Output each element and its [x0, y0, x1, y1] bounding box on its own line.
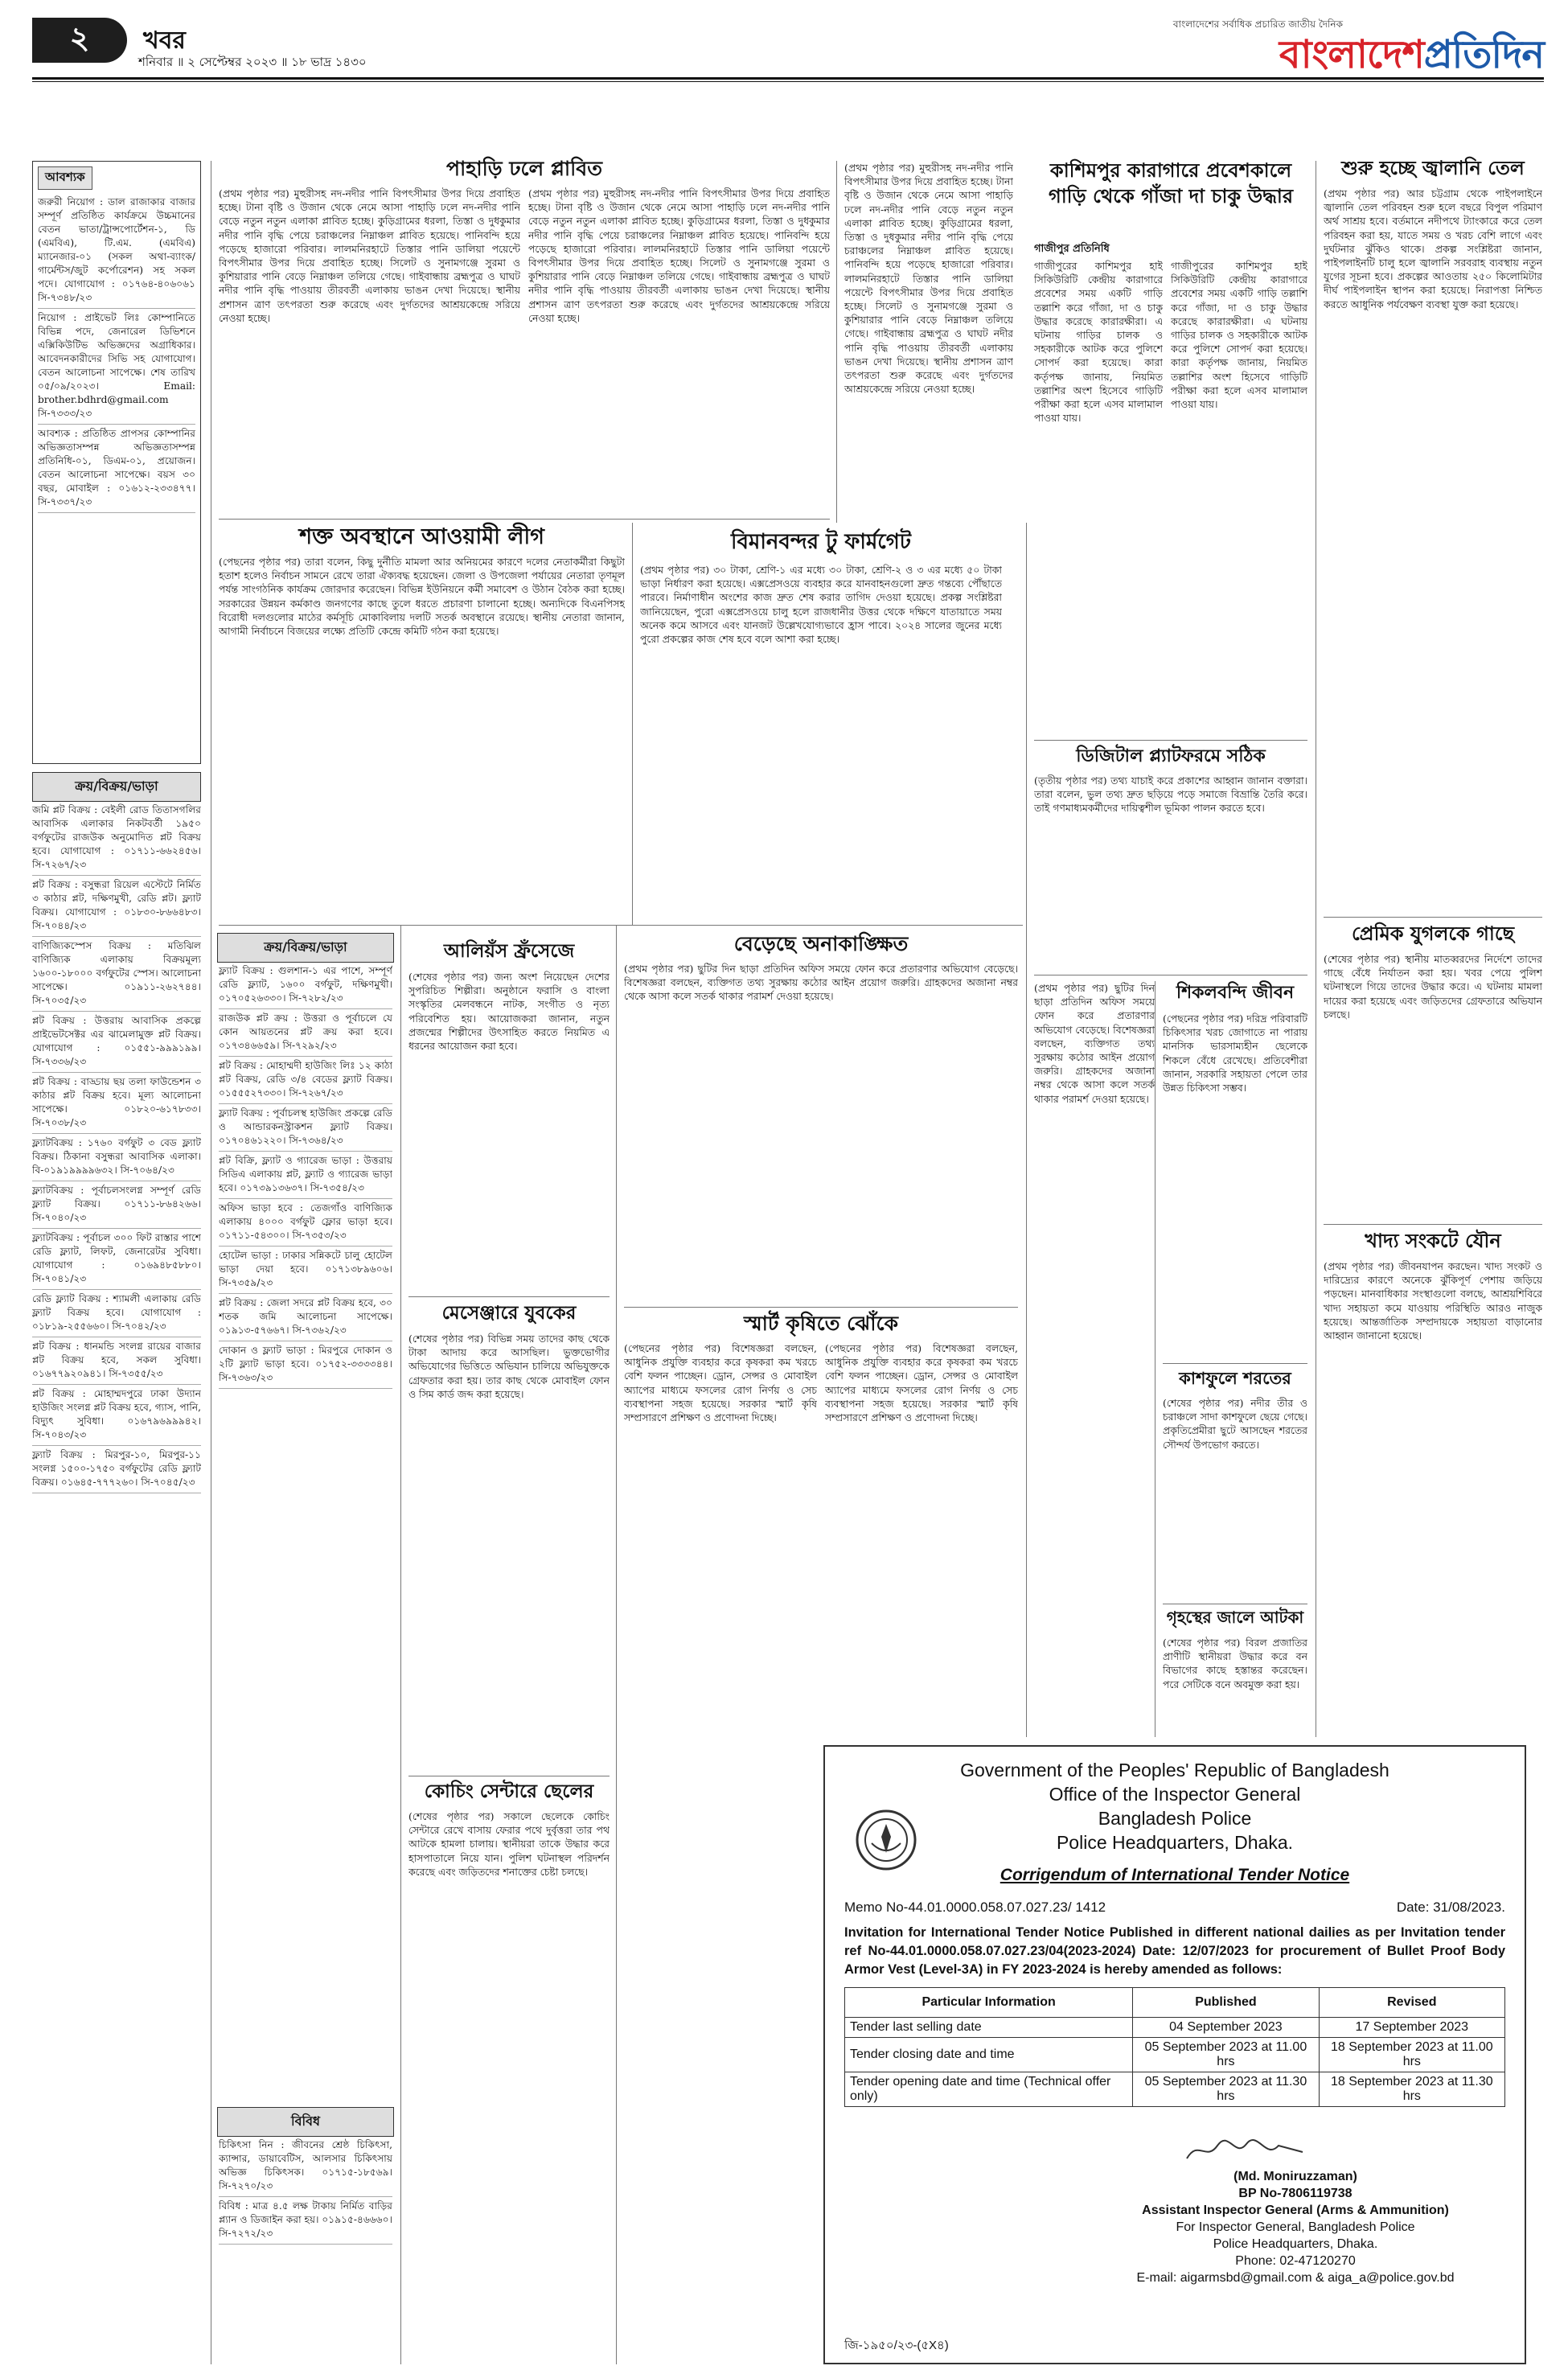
headline-food-crisis: খাদ্য সংকটে যৌন: [1365, 1230, 1501, 1252]
section-divider: [1034, 740, 1307, 741]
tender-col-header: Particular Information: [845, 1988, 1133, 2018]
column-divider: [836, 161, 837, 523]
article-body-smart-agriculture-cont: (পেছনের পৃষ্ঠার পর) বিশেষজ্ঞরা বলছেন, আধুনিক প্রযুক্তি ব্যবহার করে কৃষকরা কম খরচে বেশি ফলন পাচ্ছেন। ড্রোন, সেন্সর ও মোবাইল অ্যাপের মাধ্যমে ফসলের রোগ নির্ণয় ও সেচ ব্যবস্থাপনা সহজ হয়েছে। সরকার স্মার্ট কৃষি সম্প্রসারণে প্রশিক্ষণ ও প্রণোদনা দিচ্ছে।: [825, 1342, 1018, 1424]
page-number: ২: [32, 18, 127, 63]
signatory-email: E-mail: aigarmsbd@gmail.com & aiga_a@police.gov.bd: [1136, 2271, 1455, 2285]
signatory-name: (Md. Moniruzzaman): [1233, 2170, 1357, 2183]
article-body-flood: (প্রথম পৃষ্ঠার পর) মুহুরীসহ নদ-নদীর পানি বিপৎসীমার উপর দিয়ে প্রবাহিত হচ্ছে। টানা বৃষ্টি ও উজান থেকে নেমে আসা পাহাড়ি ঢলে নদ-নদীর পানি বেড়ে নতুন নতুন এলাকা প্লাবিত হচ্ছে। কুড়িগ্রামের ধরলা, তিস্তা ও দুধকুমার নদীর পানি বৃদ্ধি পেয়ে চরাঞ্চলের নিম্নাঞ্চল প্লাবিত হয়েছে। পানিবন্দি হয়ে পড়েছে হাজারো পরিবার। লালমনিরহাটে তিস্তার পানি ডালিয়া পয়েন্টে বিপৎসীমার উপর দিয়ে প্রবাহিত হচ্ছে। সিলেট ও সুনামগঞ্জে সুরমা ও কুশিয়ারার পানি বেড়ে নিম্নাঞ্চল তলিয়ে গেছে। গাইবান্ধায় ব্রহ্মপুত্র ও ঘাঘট নদীর পানি বৃদ্ধি পাওয়ায় তীরবর্তী এলাকায় ভাঙন দেখা দিয়েছে। স্থানীয় প্রশাসন ত্রাণ তৎপরতা শুরু করেছে এবং দুর্গতদের আশ্রয়কেন্দ্রে সরিয়ে নেওয়া হচ্ছে।: [219, 187, 520, 324]
masthead: [1077, 18, 1544, 76]
section-divider: [1163, 1363, 1307, 1364]
classified-entry: প্লট বিক্রয় : মোহাম্মদী হাউজিং লিঃ ১২ কাঠা প্লট বিক্রয়, রেডি ৩/৪ বেডের ফ্ল্যাট বিক্রয়। ০১৫৫৫২৭৩৩০। সি-৭২৬৭/২৩: [219, 1057, 392, 1104]
table-cell: 04 September 2023: [1133, 2018, 1319, 2038]
section-divider: [219, 925, 1023, 926]
classified-entry: বিবিধ : মাত্র ৪.৫ লক্ষ টাকায় নির্মিত বাড়ির প্ল্যান ও ডিজাইন করা হয়। ০১৯১৫-৪৬৬৬০। সি-৭২৭২/২৩: [219, 2197, 392, 2245]
classified-entry: অফিস ভাড়া হবে : তেজগাঁও বাণিজ্যিক এলাকায় ৪০০০ বর্গফুট ফ্লোর ভাড়া হবে। ০১৭১১-৫৪৩০০। সি-৭৩৫৩/২৩: [219, 1199, 392, 1247]
classified-entry: ফ্ল্যাট বিক্রয় : মিরপুর-১০, মিরপুর-১১ সংলগ্ন ১৫০০-১৭৫০ বর্গফুটের রেডি ফ্ল্যাট বিক্রয়। ০১৬৪৫-৭৭৭২৬০। সি-৭০৪৫/২৩: [32, 1446, 201, 1493]
section-divider: [408, 1296, 610, 1297]
table-row: [845, 2018, 1505, 2038]
table-cell: Tender closing date and time: [845, 2038, 1133, 2072]
tender-date: Date: 31/08/2023.: [1396, 1900, 1505, 1915]
tender-memo-row: [844, 1900, 1505, 1916]
classified-entry: প্লট বিক্রয় : জেলা সদরে প্লট বিক্রয় হবে, ৩০ শতক জমি আলোচনা সাপেক্ষে। ০১৯১৩-৫৭৬৬৭। সি-৭৩৬২/২৩: [219, 1294, 392, 1341]
classified-entries-wanted: [38, 193, 195, 756]
section-divider: [219, 519, 830, 520]
byline-gazipur: গাজীপুর প্রতিনিধি: [1034, 243, 1110, 255]
signatory-title: Assistant Inspector General (Arms & Ammunition): [1142, 2204, 1449, 2217]
table-row: [845, 2072, 1505, 2107]
classified-heading-buy-sell: ক্রয়/বিক্রয়/ভাড়া: [32, 772, 201, 802]
table-row: [845, 2038, 1505, 2072]
header-rule-thin: [32, 81, 1544, 82]
headline-fuel-oil: শুরু হচ্ছে জ্বালানি তেল: [1341, 157, 1525, 179]
tender-ref-code: জি-১৯৫০/২৩-(৫X৪): [844, 2339, 949, 2352]
article-body-fuel-oil: (প্রথম পৃষ্ঠার পর) আর চট্টগ্রাম থেকে পাইপলাইনে জ্বালানি তেল পরিবহন শুরু হলে বছরে বিপুল পরিমাণ অর্থ সাশ্রয় হবে। বর্তমানে নদীপথে ট্যাংকারে করে তেল পরিবহন করা হয়, যাতে সময় ও খরচ বেশি লাগে এবং দুর্ঘটনার ঝুঁকিও থাকে। প্রকল্প সংশ্লিষ্টরা জানান, পাইপলাইনটি চালু হলে জ্বালানি সরবরাহ ব্যবস্থায় নতুন যুগের সূচনা হবে। প্রকল্পের আওতায় ২৫০ কিলোমিটার দীর্ঘ পাইপলাইন স্থাপন করা হয়েছে। নিরাপত্তা নিশ্চিত করতে আধুনিক পর্যবেক্ষণ ব্যবস্থা যুক্ত করা হয়েছে।: [1324, 187, 1542, 310]
tender-memo: Memo No-44.01.0000.058.07.027.23/ 1412: [844, 1900, 1106, 1915]
table-cell: 18 September 2023 at 11.30 hrs: [1319, 2072, 1504, 2107]
classified-entry: নিয়োগ : প্রাইভেট লিঃ কোম্পানিতে বিভিন্ন পদে, জেনারেল ডিভিশনে এক্সিকিউটিভ অভিজ্ঞদের অগ্রাধিকার। আবেদনকারীদের সিভি সহ যোগাযোগ। বেতন আলোচনা সাপেক্ষে। শেষ তারিখ ০৫/০৯/২০২৩। Email: brother.bdhrd@gmail.com সি-৭৩৩৩/২৩: [38, 309, 195, 425]
headline-lovers-tree: প্রেমিক যুগলকে গাছে: [1351, 922, 1515, 945]
tender-police-line: Bangladesh Police: [1098, 1808, 1252, 1829]
table-cell: Tender opening date and time (Technical offer only): [845, 2072, 1133, 2107]
headline-unwanted-calls: বেড়েছে অনাকাঙ্ক্ষিত: [733, 932, 909, 955]
classified-box-wanted: [32, 161, 201, 764]
table-cell: Tender last selling date: [845, 2018, 1133, 2038]
article-body-smart-agriculture: (পেছনের পৃষ্ঠার পর) বিশেষজ্ঞরা বলছেন, আধুনিক প্রযুক্তি ব্যবহার করে কৃষকরা কম খরচে বেশি ফলন পাচ্ছেন। ড্রোন, সেন্সর ও মোবাইল অ্যাপের মাধ্যমে ফসলের রোগ নির্ণয় ও সেচ ব্যবস্থাপনা সহজ হয়েছে। সরকার স্মার্ট কৃষি সম্প্রসারণে প্রশিক্ষণ ও প্রণোদনা দিচ্ছে।: [624, 1342, 817, 1424]
signatory-office: Police Headquarters, Dhaka.: [1213, 2237, 1378, 2251]
headline-householder-net: গৃহস্থের জালে আটকা: [1166, 1608, 1304, 1627]
police-emblem-icon: [854, 1808, 918, 1872]
article-body-digital-platform: (তৃতীয় পৃষ্ঠার পর) তথ্য যাচাই করে প্রকাশের আহ্বান জানান বক্তারা। তারা বলেন, ভুল তথ্য দ্রুত ছড়িয়ে পড়ে সমাজে বিভ্রান্তি তৈরি করে। তাই গণমাধ্যমকর্মীদের দায়িত্বশীল ভূমিকা পালন করতে হবে।: [1034, 774, 1307, 815]
classified-entry: রাজউক প্লট ক্রয় : উত্তরা ও পূর্বাচলে যে কোন আয়তনের প্লট ক্রয় করা হবে। ০১৭৩৪৬৬৫৯। সি-৭২৯২/২৩: [219, 1009, 392, 1057]
table-cell: 05 September 2023 at 11.00 hrs: [1133, 2038, 1319, 2072]
classified-entry: ফ্ল্যাটবিক্রয় : পূর্বাচল ৩০০ ফিট রাস্তার পাশে রেডি ফ্ল্যাট, লিফট, জেনারেটর সুবিধা। যোগাযোগ : ০১৬৯৪৮৫৮৮০। সি-৭০৪১/২৩: [32, 1229, 201, 1290]
classified-entry: ফ্ল্যাট বিক্রয় : পূর্বাচলস্থ হাউজিং প্রকল্পে রেডি ও আন্ডারকনস্ট্রাকশন ফ্ল্যাট বিক্রয়। ০১৭০৪৬১২২০। সি-৭৩৬৪/২৩: [219, 1104, 392, 1152]
classified-entries-misc: [219, 2136, 392, 2361]
article-body-kashful: (শেষের পৃষ্ঠার পর) নদীর তীর ও চরাঞ্চলে সাদা কাশফুলে ছেয়ে গেছে। প্রকৃতিপ্রেমীরা ছুটে আসছেন শরতের সৌন্দর্য উপভোগ করতে।: [1163, 1397, 1307, 1451]
classified-entry: প্লট বিক্রয় : বাড্ডায় ছয় তলা ফাউন্ডেশন ৩ কাঠার প্লট বিক্রয় হবে। মূল্য আলোচনা সাপেক্ষে। ০১৮২০-৬১৭৮৩৩। সি-৭০৩৮/২৩: [32, 1073, 201, 1134]
tender-table: [844, 1987, 1505, 2107]
tender-invitation: Invitation for International Tender Notice Published in different national dailies as per Invitation tender ref No-44.01.0000.058.07.027.23/04(2023-2024) Date: 12/07/2023 for procurement of Bullet Proof Body Armor Vest (Level-3A) in FY 2023-2024 is hereby amended as follows:: [844, 1925, 1505, 1977]
classified-entry: প্লট বিক্রয় : মোহাম্মদপুরে ঢাকা উদ্যান হাউজিং সংলগ্ন প্লট বিক্রয় হবে, গ্যাস, পানি, বিদ্যুৎ সুবিধা। ০১৬৭৯৬৯৯৯৪২। সি-৭০৪৩/২৩: [32, 1385, 201, 1446]
signatory-for: For Inspector General, Bangladesh Police: [1176, 2220, 1415, 2234]
article-body-flood-cont: (প্রথম পৃষ্ঠার পর) মুহুরীসহ নদ-নদীর পানি বিপৎসীমার উপর দিয়ে প্রবাহিত হচ্ছে। টানা বৃষ্টি ও উজান থেকে নেমে আসা পাহাড়ি ঢলে নদ-নদীর পানি বেড়ে নতুন নতুন এলাকা প্লাবিত হচ্ছে। কুড়িগ্রামের ধরলা, তিস্তা ও দুধকুমার নদীর পানি বৃদ্ধি পেয়ে চরাঞ্চলের নিম্নাঞ্চল প্লাবিত হয়েছে। পানিবন্দি হয়ে পড়েছে হাজারো পরিবার। লালমনিরহাটে তিস্তার পানি ডালিয়া পয়েন্টে বিপৎসীমার উপর দিয়ে প্রবাহিত হচ্ছে। সিলেট ও সুনামগঞ্জে সুরমা ও কুশিয়ারার পানি বেড়ে নিম্নাঞ্চল তলিয়ে গেছে। গাইবান্ধায় ব্রহ্মপুত্র ও ঘাঘট নদীর পানি বৃদ্ধি পাওয়ায় তীরবর্তী এলাকায় ভাঙন দেখা দিয়েছে। স্থানীয় প্রশাসন ত্রাণ তৎপরতা শুরু করেছে এবং দুর্গতদের আশ্রয়কেন্দ্রে সরিয়ে নেওয়া হচ্ছে।: [528, 187, 830, 324]
table-cell: 05 September 2023 at 11.30 hrs: [1133, 2072, 1319, 2107]
classified-entries-buy-sell: [32, 801, 201, 2361]
section-name: খবর: [143, 27, 186, 55]
classified-entry: চিকিৎসা নিন : জীবনের শ্রেষ্ঠ চিকিৎসা, ক্যান্সার, ডায়াবেটিস, আলসার চিকিৎসায় অভিজ্ঞ চিকিৎসক। ০১৭১৫-১৮৫৬৯। সি-৭২৭০/২৩: [219, 2136, 392, 2197]
classified-entry: আবশ্যক : প্রতিষ্ঠিত প্রাপসর কোম্পানির অভিজ্ঞতাসম্পন্ন অভিজ্ঞতাসম্পন্ন প্রতিনিধি-০১, ডিএম-০১, প্রয়োজন। বেতন আলোচনা সাপেক্ষে। বয়স ৩০ বছর, মোবাইল : ০১৬১২-২৩৩৪৭৭। সি-৭৩৩৭/২৩: [38, 425, 195, 513]
headline-alliance-francaise: আলিয়ঁস ফ্রঁসেজে: [443, 941, 575, 962]
article-body-kashimpur: গাজীপুরের কাশিমপুর হাই সিকিউরিটি কেন্দ্রীয় কারাগারে প্রবেশের সময় একটি গাড়ি তল্লাশি করে গাঁজা, দা ও চাকু উদ্ধার করেছে কারারক্ষীরা। এ ঘটনায় গাড়ির চালক ও সহকারীকে আটক করে পুলিশে সোপর্দ করা হয়েছে। কারা কর্তৃপক্ষ জানায়, নিয়মিত তল্লাশির অংশ হিসেবে গাড়িটি পরীক্ষা করা হলে এসব মালামাল পাওয়া যায়।: [1034, 260, 1163, 425]
classified-entry: জমি প্লট বিক্রয় : বেইলী রোড তিতাসগলির আবাসিক এলাকার নিকটবর্তী ১৯৫০ বর্গফুটের রাজউক অনুমোদিত প্লট বিক্রয় হবে। যোগাযোগ : ০১৭১১-৬৬২৪৫৬। সি-৭২৬৭/২৩: [32, 801, 201, 876]
classified-heading-misc: বিবিধ: [217, 2107, 394, 2137]
tender-hq-line: Police Headquarters, Dhaka.: [1056, 1832, 1294, 1853]
headline-digital-platform: ডিজিটাল প্ল্যাটফরমে সঠিক: [1076, 746, 1266, 766]
classified-entry: প্লট বিক্রয় : বসুন্ধরা রিয়েল এস্টেটে নির্মিত ৩ কাঠার প্লট, দক্ষিণমুখী, রেডি প্লট। ফ্ল্যাট বিক্রয়। যোগাযোগ : ০১৮৩০-৮৬৬৪৮৩। সি-৭০৪৪/২৩: [32, 876, 201, 937]
masthead-tagline: বাংলাদেশের সর্বাধিক প্রচারিত জাতীয় দৈনিক: [1172, 18, 1343, 30]
article-body-airport-farmgate: (প্রথম পৃষ্ঠার পর) ৩০ টাকা, শ্রেণি-১ এর মধ্যে ৩০ টাকা, শ্রেণি-২ ও ৩ এর মধ্যে ৫০ টাকা ভাড়া নির্ধারণ করা হয়েছে। এক্সপ্রেসওয়ে ব্যবহার করে যানবাহনগুলো দ্রুত গন্তব্যে পৌঁছাতে পারবে। নির্মাণাধীন অংশের কাজ দ্রুত শেষ করার তাগিদ দেওয়া হয়েছে। প্রকল্প সংশ্লিষ্টরা জানিয়েছেন, পুরো এক্সপ্রেসওয়ে চালু হলে রাজধানীর উত্তর থেকে দক্ষিণে যাতায়াতে সময় অনেক কমে আসবে এবং যানজট উল্লেখযোগ্যভাবে হ্রাস পাবে। ২০২৪ সালের জুনের মধ্যে পুরো প্রকল্পের কাজ শেষ হবে বলে আশা করা হচ্ছে।: [640, 564, 1002, 646]
article-body-messenger: (শেষের পৃষ্ঠার পর) বিভিন্ন সময় তাদের কাছ থেকে টাকা আদায় করে আসছিল। ভুক্তভোগীর অভিযোগের ভিত্তিতে অভিযান চালিয়ে অভিযুক্তকে গ্রেফতার করা হয়। তার কাছ থেকে মোবাইল ফোন ও সিম কার্ড জব্দ করা হয়েছে।: [408, 1333, 610, 1400]
classified-entry: বাণিজ্যিকস্পেস বিক্রয় : মতিঝিল বাণিজ্যিক এলাকায় বিক্রয়মূল্য ১৬০০-১৮০০০ বর্গফুটের স্পেস। আলোচনা সাপেক্ষে। ০১৯১১-২৬২৭৪৪। সি-৭০৩৫/২৩: [32, 937, 201, 1012]
tender-gov-line: Government of the Peoples' Republic of Bangladesh: [960, 1760, 1389, 1780]
column-divider: [616, 925, 617, 2364]
article-body-lovers-tree: (শেষের পৃষ্ঠার পর) স্থানীয় মাতব্বরদের নির্দেশে তাদের গাছে বেঁধে নির্যাতন করা হয়। খবর পেয়ে পুলিশ ঘটনাস্থলে গিয়ে তাদের উদ্ধার করে। এ ঘটনায় মামলা দায়ের করা হয়েছে এবং জড়িতদের গ্রেফতারে অভিযান চলছে।: [1324, 953, 1542, 1021]
classified-entry: দোকান ও ফ্ল্যাট ভাড়া : মিরপুরে দোকান ও ২টি ফ্ল্যাট ভাড়া হবে। ০১৭৫২-৩৩৩৩৪৪। সি-৭৩৬৩/২৩: [219, 1341, 392, 1389]
classified-entry: প্লট বিক্রয় : ধানমন্ডি সংলগ্ন রায়ের বাজার প্লট বিক্রয় হবে, সকল সুবিধা। ০১৬৭৭৯২০৯৪১। সি-৭৩৫৫/২৩: [32, 1337, 201, 1385]
article-body-food-crisis: (প্রথম পৃষ্ঠার পর) জীবনযাপন করছেন। খাদ্য সংকট ও দারিদ্র্যের কারণে অনেকে ঝুঁকিপূর্ণ পেশায় জড়িয়ে পড়ছেন। মানবাধিকার সংস্থাগুলো বলছে, আশ্রয়শিবিরে খাদ্য সহায়তা কমে যাওয়ায় পরিস্থিতি আরও নাজুক হয়েছে। আন্তর্জাতিক সম্প্রদায়কে সহায়তা বাড়ানোর আহ্বান জানানো হয়েছে।: [1324, 1260, 1542, 1342]
logo-part-2: প্রতিদিন: [1423, 32, 1544, 77]
section-divider: [1324, 1224, 1542, 1225]
section-divider: [624, 1307, 1018, 1308]
signatory-phone: Phone: 02-47120270: [1235, 2254, 1356, 2268]
dateline: শনিবার ॥ ২ সেপ্টেম্বর ২০২৩ ॥ ১৮ ভাদ্র ১৪৩০: [138, 55, 367, 69]
logo-part-1: বাংলাদেশ: [1279, 32, 1424, 77]
article-body-alliance-francaise: (শেষের পৃষ্ঠার পর) জন্য অংশ নিয়েছেন দেশের সুপরিচিত শিল্পীরা। অনুষ্ঠানে ফরাসি ও বাংলা সংস্কৃতির মেলবন্ধনে নাটক, সংগীত ও নৃত্য পরিবেশিত হয়। আয়োজকরা জানান, নতুন প্রজন্মের শিল্পীদের উৎসাহিত করতে নিয়মিত এ ধরনের আয়োজন করা হবে।: [408, 971, 610, 1053]
headline-kashimpur-prison: কাশিমপুর কারাগারে প্রবেশকালে গাড়ি থেকে গাঁজা দা চাকু উদ্ধার: [1048, 159, 1294, 207]
article-body-unwanted-calls: (প্রথম পৃষ্ঠার পর) ছুটির দিন ছাড়া প্রতিদিন অফিস সময়ে ফোন করে প্রতারণার অভিযোগ বেড়েছে। বিশেষজ্ঞরা বলছেন, ব্যক্তিগত তথ্য সুরক্ষায় কঠোর আইন প্রয়োগ জরুরি। গ্রাহকদের অজানা নম্বর থেকে আসা কলে সতর্ক থাকার পরামর্শ দেওয়া হয়েছে।: [624, 963, 1018, 1003]
column-divider: [632, 523, 633, 925]
signatory-bp: BP No-7806119738: [1238, 2187, 1353, 2200]
classified-entry: প্লট বিক্রয় : উত্তরায় আবাসিক প্রকল্পে প্রাইভেটসেক্টর এর ঝামেলামুক্ত প্লট বিক্রয়। যোগাযোগ : ০১৫৫১-৯৯৯১৯৯। সি-৭৩৩৬/২৩: [32, 1012, 201, 1073]
article-body-coaching-center: (শেষের পৃষ্ঠার পর) সকালে ছেলেকে কোচিং সেন্টারে রেখে বাসায় ফেরার পথে দুর্বৃত্তরা তার পথ আটকে হামলা চালায়। স্থানীয়রা তাকে উদ্ধার করে হাসপাতালে নিয়ে যান। পুলিশ ঘটনাস্থল পরিদর্শন করেছে এবং জড়িতদের শনাক্তের চেষ্টা চলছে।: [408, 1810, 610, 1878]
classified-entry: রেডি ফ্ল্যাট বিক্রয় : শ্যামলী এলাকায় রেডি ফ্ল্যাট বিক্রয় হবে। যোগাযোগ : ০১৮১৯-২৫৫৬৬০। সি-৭০৪২/২৩: [32, 1290, 201, 1337]
classified-entry: ফ্ল্যাটবিক্রয় : পূর্বাচলসংলগ্ন সম্পূর্ণ রেডি ফ্ল্যাট বিক্রয়। ০১৭১১-৮৬৪২৬৬। সি-৭০৪০/২৩: [32, 1181, 201, 1229]
article-body-awami-league: (পেছনের পৃষ্ঠার পর) তারা বলেন, কিছু দুর্নীতি মামলা আর অনিয়মের কারণে দলের নেতাকর্মীরা কিছুটা হতাশ হলেও নির্বাচন সামনে রেখে তারা ঐক্যবদ্ধ হয়েছেন। জেলা ও উপজেলা পর্যায়ের নেতারা তৃণমূল পর্যন্ত সাংগঠনিক কার্যক্রম জোরদার করেছেন। বিভিন্ন ইউনিয়নে কর্মী সমাবেশ ও উঠান বৈঠক করা হচ্ছে। সরকারের উন্নয়ন কর্মকাণ্ড জনগণের কাছে তুলে ধরতে প্রচারণা চালানো হচ্ছে। অন্যদিকে বিএনপিসহ বিরোধী দলগুলোর মাঠের কর্মসূচি মোকাবিলায় দলটি সতর্ক অবস্থানে রয়েছে। স্থানীয় নেতারা জানান, আগামী নির্বাচনে বিজয়ের লক্ষ্যে প্রতিটি কেন্দ্রে কমিটি গঠন করা হয়েছে।: [219, 556, 625, 638]
table-cell: 17 September 2023: [1319, 2018, 1504, 2038]
classified-entry: জরুরী নিয়োগ : ডাল রাজাকার বাজার সম্পূর্ণ প্রতিষ্ঠিত কার্যক্রমে উচ্চমানের বেতন ভাতা/ট্রান্সপোর্টেশন-১, ডি (এমবিএ), টি.এম. (এমবিএ) ম্যানেজার-০১ (সকল অথা-ব্যাংক/গার্মেন্টস/জুট কর্পোরেশন) সহ সকল পদে। যোগাযোগ : ০১৭৬৪-৪০৬০৬১ সি-৭৩৪৮/২৩: [38, 193, 195, 309]
article-body-chained-life: (পেছনের পৃষ্ঠার পর) দরিদ্র পরিবারটি চিকিৎসার খরচ জোগাতে না পারায় মানসিক ভারসাম্যহীন ছেলেকে শিকলে বেঁধে রেখেছে। প্রতিবেশীরা জানান, সরকারি সহায়তা পেলে তার উন্নত চিকিৎসা সম্ভব।: [1163, 1012, 1307, 1095]
tender-col-header: Revised: [1319, 1988, 1504, 2018]
classified-entry: ফ্ল্যাটবিক্রয় : ১৭৬০ বর্গফুট ৩ বেড ফ্ল্যাট বিক্রয়। ঠিকানা বসুন্ধরা আবাসিক এলাকা। বি-০১৯১৯৯৯৯৬৩২। সি-৭০৬৪/২৩: [32, 1134, 201, 1181]
classified-entry: হোটেল ভাড়া : ঢাকার সন্নিকটে চালু হোটেল ভাড়া দেয়া হবে। ০১৭১৩৮৯৬০৬। সি-৭৩৫৯/২৩: [219, 1247, 392, 1294]
headline-messenger: মেসেঞ্জারে যুবকের: [441, 1303, 577, 1324]
article-body-kashimpur-cont: গাজীপুরের কাশিমপুর হাই সিকিউরিটি কেন্দ্রীয় কারাগারে প্রবেশের সময় একটি গাড়ি তল্লাশি করে গাঁজা, দা ও চাকু উদ্ধার করেছে কারারক্ষীরা। এ ঘটনায় গাড়ির চালক ও সহকারীকে আটক করে পুলিশে সোপর্দ করা হয়েছে। কারা কর্তৃপক্ষ জানায়, নিয়মিত তল্লাশির অংশ হিসেবে গাড়িটি পরীক্ষা করা হলে এসব মালামাল পাওয়া যায়।: [1171, 260, 1307, 411]
classified-entry: প্লট বিক্রি, ফ্ল্যাট ও গ্যারেজ ভাড়া : উত্তরায় সিডিএ এলাকায় প্লট, ফ্ল্যাট ও গ্যারেজ ভাড়া হবে। ০১৭৩৯১৩৬৩৭। সি-৭৩৫৪/২৩: [219, 1152, 392, 1199]
tender-signature-block: [1086, 2168, 1505, 2286]
headline-awami-league: শক্ত অবস্থানে আওয়ামী লীগ: [299, 524, 544, 549]
headline-chained-life: শিকলবন্দি জীবন: [1176, 983, 1295, 1003]
masthead-logo: [1077, 34, 1544, 76]
article-body-flood-right: (প্রথম পৃষ্ঠার পর) মুহুরীসহ নদ-নদীর পানি বিপৎসীমার উপর দিয়ে প্রবাহিত হচ্ছে। টানা বৃষ্টি ও উজান থেকে নেমে আসা পাহাড়ি ঢলে নদ-নদীর পানি বেড়ে নতুন নতুন এলাকা প্লাবিত হচ্ছে। কুড়িগ্রামের ধরলা, তিস্তা ও দুধকুমার নদীর পানি বৃদ্ধি পেয়ে চরাঞ্চলের নিম্নাঞ্চল প্লাবিত হয়েছে। পানিবন্দি হয়ে পড়েছে হাজারো পরিবার। লালমনিরহাটে তিস্তার পানি ডালিয়া পয়েন্টে বিপৎসীমার উপর দিয়ে প্রবাহিত হচ্ছে। সিলেট ও সুনামগঞ্জে সুরমা ও কুশিয়ারার পানি বেড়ে নিম্নাঞ্চল তলিয়ে গেছে। গাইবান্ধায় ব্রহ্মপুত্র ও ঘাঘট নদীর পানি বৃদ্ধি পাওয়ায় তীরবর্তী এলাকায় ভাঙন দেখা দিয়েছে। স্থানীয় প্রশাসন ত্রাণ তৎপরতা শুরু করেছে এবং দুর্গতদের আশ্রয়কেন্দ্রে সরিয়ে নেওয়া হচ্ছে।: [844, 162, 1013, 396]
headline-smart-agriculture: স্মার্ট কৃষিতে ঝোঁকে: [743, 1312, 899, 1335]
column-divider: [1026, 523, 1027, 1737]
headline-airport-farmgate: বিমানবন্দর টু ফার্মগেট: [731, 530, 911, 554]
table-cell: 18 September 2023 at 11.00 hrs: [1319, 2038, 1504, 2072]
article-body-unwanted-right: (প্রথম পৃষ্ঠার পর) ছুটির দিন ছাড়া প্রতিদিন অফিস সময়ে ফোন করে প্রতারণার অভিযোগ বেড়েছে। বিশেষজ্ঞরা বলছেন, ব্যক্তিগত তথ্য সুরক্ষায় কঠোর আইন প্রয়োগ জরুরি। গ্রাহকদের অজানা নম্বর থেকে আসা কলে সতর্ক থাকার পরামর্শ দেওয়া হয়েছে।: [1034, 982, 1155, 1105]
section-divider: [1324, 917, 1542, 918]
headline-kashful: কাশফুলে শরতের: [1179, 1369, 1291, 1388]
headline-coaching-center: কোচিং সেন্টারে ছেলের: [424, 1781, 594, 1802]
tender-title: Corrigendum of International Tender Notice: [999, 1866, 1350, 1884]
classified-entry: ফ্ল্যাট বিক্রয় : গুলশান-১ এর পাশে, সম্পূর্ণ রেডি ফ্ল্যাট, ১৬০০ বর্গফুট, দক্ষিণমুখী। ০১৭০৫২৬৩৩০। সি-৭২৮২/২৩: [219, 962, 392, 1009]
column-divider: [400, 925, 401, 2364]
article-body-householder-net: (শেষের পৃষ্ঠার পর) বিরল প্রজাতির প্রাণীটি স্থানীয়রা উদ্ধার করে বন বিভাগের কাছে হস্তান্তর করেছেন। পরে সেটিকে বনে অবমুক্ত করা হয়।: [1163, 1637, 1307, 1690]
classified-box-title: আবশ্যক: [38, 166, 92, 190]
tender-office-line: Office of the Inspector General: [1049, 1784, 1301, 1805]
headline-flood: পাহাড়ি ঢলে প্লাবিত: [446, 157, 602, 180]
classified-heading-mid: ক্রয়/বিক্রয়/ভাড়া: [217, 933, 394, 963]
tender-notice: [823, 1745, 1526, 2364]
signature-icon: [1182, 2134, 1311, 2167]
tender-col-header: Published: [1133, 1988, 1319, 2018]
classified-entries-mid: [219, 962, 392, 2096]
header-rule: [32, 77, 1544, 80]
